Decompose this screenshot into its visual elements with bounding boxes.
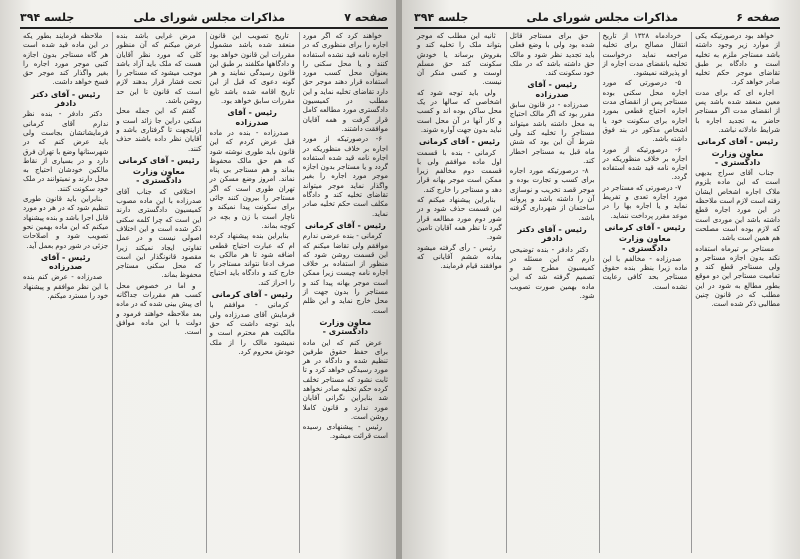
speaker-heading: رئیس - آقای صدرزاده bbox=[40, 252, 91, 272]
speaker-heading: رئیس - آقای صدرزاده bbox=[527, 80, 577, 99]
page-number: صفحه ۷ bbox=[344, 10, 388, 24]
paragraph: دکتر دادفر - بنده نظر ندارم آقای کرمانی فرمایشاتشان بجاست ولی باید عرض کنم که در شهرستانها وضع با تهران فرق دارد و در بسیاری از نقاط مالکین خودشان احتیاج به محل دارند و نمیتوانند در ملک خود سکونت کنند. bbox=[23, 110, 109, 193]
text-column bbox=[20, 32, 108, 553]
paragraph: رئیس - پیشنهادی رسیده است قرائت میشود. bbox=[302, 423, 388, 441]
speaker-heading: معاون وزارت دادگستری - bbox=[319, 317, 372, 337]
speaker-heading: معاون وزارت دادگستری - bbox=[618, 234, 671, 253]
text-column bbox=[299, 32, 388, 553]
text-column bbox=[206, 32, 295, 553]
paragraph: صدرزاده - در قانون سابق مقرر بود که اگر مالک احتیاج به محل داشته باشد میتواند مستاجر را تخلیه کند ولی شرط آن این بود که شش ماه قبل به مستاجر اخطار کند. bbox=[509, 101, 595, 165]
publication-title: مذاکرات مجلس شورای ملی bbox=[526, 10, 679, 24]
paragraph: بنابراین پیشنهاد میکنم که این قسمت حذف شود و در شور دوم مورد مطالعه قرار گیرد تا نظر همه آقایان تامین شود. bbox=[417, 196, 502, 242]
speaker-heading: رئیس - آقای صدرزاده bbox=[227, 108, 277, 127]
page-header bbox=[20, 8, 388, 26]
right-page bbox=[402, 0, 800, 559]
paragraph: اختلافی که جناب آقای صدرزاده با این ماده مصوب کمیسیون دادگستری دارند این است که چرا کلمه سکنی ذکر شده است و این اختلاف اصولی نیست و در عمل تفاوتی ایجاد نمیکند زیرا مقصود قانونگذار این است که محل سکنی مستاجر محفوظ بماند. bbox=[116, 187, 202, 280]
text-column bbox=[599, 32, 688, 553]
paragraph: رئیس - رأی گرفته میشود بماده ششم آقایانی که موافقند قیام فرمایند. bbox=[417, 243, 502, 271]
session-number: جلسه ۳۹۴ bbox=[414, 10, 469, 24]
paragraph: جناب آقای سراج بدیهی است که این ماده بلزوم ملاک اجاره اشخاص ایشان رفته است لازم است ملاحظه در این مورد اجاره قطع داشته باشد این موردی است که لازم بوده است مصلحت هم همین است باشد. bbox=[695, 169, 780, 243]
left-page bbox=[0, 0, 398, 559]
paragraph: عرض کنم که این ماده برای حفظ حقوق طرفین تنظیم شده و دادگاه در هر مورد رسیدگی خواهد کرد و تا ثابت نشود که مستاجر تخلف کرده حکم تخلیه صادر نخواهد شد بنابراین نگرانی آقایان مورد ندارد و قانون کاملا روشن است. bbox=[302, 338, 388, 421]
paragraph: کرمانی - موافقم با فرمایش آقای صدرزاده ولی باید توجه داشت که حق مالکیت هم محترم است و نمیشود مالک را از ملک خودش محروم کرد. bbox=[209, 301, 295, 356]
text-column bbox=[506, 32, 595, 553]
paragraph: ۸- درصورتیکه مورد اجاره برای کسب و تجارت بوده و موجر قصد تخریب و نوسازی آن را داشته باشد و پروانه ساختمان از شهرداری گرفته باشد. bbox=[509, 167, 595, 222]
session-number: جلسه ۳۹۴ bbox=[20, 10, 75, 24]
page-header bbox=[414, 8, 780, 26]
paragraph: تاریخ تصویب این قانون منعقد شده باشد مشمول مقررات این قانون خواهد بود و دادگاهها مکلفند بر طبق این قانون رسیدگی نمایند و هر گونه دعوی که قبل از این تاریخ اقامه شده باشد تابع مقررات سابق خواهد بود. bbox=[209, 32, 295, 106]
speaker-heading: معاون وزارت دادگستری - bbox=[132, 167, 185, 186]
paragraph: صدرزاده - بنده در ماده قبل عرض کردم که این قانون باید طوری نوشته شود که هم حق مالک محفوظ بماند و هم مستاجر بی پناه نماند. امروز وضع مسکن در تهران طوری است که اگر مستاجر را بیرون کنند جائی برای سکونت پیدا نمیکند و ناچار است با زن و بچه در کوچه بماند. bbox=[209, 128, 295, 230]
text-column bbox=[112, 32, 201, 553]
paragraph: مستاجر بر تیرماه استفاده نکند بدون اجازه مستاجر و ولی مستاجر قطع کند و تمامیت مستاجر این دو موقع بطور مطالع به شود در این مطلب که در قانون چنین مطالبی ذکر شده است. bbox=[695, 244, 780, 309]
paragraph: خواهد بود درصورتیکه یکی از موارد زیر وجود داشته باشد مستاجر ملزم به تخلیه است و دادگاه بر طبق تقاضای موجر حکم تخلیه صادر خواهد کرد. bbox=[695, 32, 780, 87]
speaker-heading: رئیس - آقای کرمانی bbox=[304, 220, 386, 230]
speaker-heading: رئیس - آقای کرمانی bbox=[418, 137, 500, 147]
speaker-heading: رئیس - آقای کرمانی bbox=[604, 222, 686, 232]
speaker-heading: رئیس - آقای کرمانی bbox=[118, 155, 200, 165]
paragraph: بنابراین باید قانون طوری تنظیم شود که در هر دو مورد قابل اجرا باشد و بنده پیشنهاد میکنم که این ماده بهمین نحو تصویب شود و اصلاحات جزئی در شور دوم بعمل آید. bbox=[23, 195, 109, 250]
paragraph: کرمانی - بنده عرضی ندارم موافقم ولی تقاضا میکنم که این قسمت روشن شود که منظور از استفاده بر خلاف اجاره نامه چیست زیرا ممکن است موجر بهانه پیدا کند و مستاجر را بدون جهت از محل خارج نماید و این ظلم است. bbox=[302, 232, 388, 315]
text-column bbox=[414, 32, 502, 553]
speaker-heading: رئیس - آقای دکتر دادفر bbox=[517, 224, 587, 244]
paragraph: کرمانی - بنده با قسمت اول ماده موافقم ولی با قسمت دوم مخالفم زیرا ممکن است موجر بهانه قرار دهد و مستاجر را خارج کند. bbox=[417, 148, 502, 194]
text-column bbox=[691, 32, 780, 553]
paragraph: خواهند کرد که اگر مورد اجاره را برای منظوری که در اجاره نامه قید نشده استفاده کنند و یا محل سکنی را بعنوان محل کسب مورد استفاده قرار دهند موجر حق دارد تقاضای تخلیه نماید و این مطلب در کمیسیون دادگستری مورد مطالعه کامل قرار گرفت و همه آقایان موافقت داشتند. bbox=[302, 32, 388, 133]
paragraph: ۷- درصورتی که مستاجر در مورد اجاره تعدی و تفریط نماید و یا اجاره بها را در موعد مقرر پرداخت ننماید. bbox=[602, 183, 688, 220]
paragraph: ۵- درصورتی که مورد اجاره محل سکنی بوده مستاجر پس از انقضای مدت اجاره احتیاج قطعی بمورد اجاره برای سکونت خود یا اشخاص مذکور در بند فوق داشته باشد. bbox=[602, 79, 688, 144]
paragraph: ولی باید توجه شود که اشخاصی که سالها در یک محل ساکن بوده اند و کسب و کار آنها در آن محل است نباید بدون جهت آواره شوند. bbox=[417, 88, 502, 134]
paragraph: حق برای مستاجر قائل شده بود ولی با وضع فعلی باید تجدید نظر شود و مالک حق داشته باشد که در ملک خود سکونت کند. bbox=[509, 32, 595, 78]
speaker-heading: رئیس - آقای کرمانی bbox=[697, 137, 779, 147]
header-rule bbox=[414, 27, 780, 29]
text-columns bbox=[414, 32, 780, 553]
paragraph: صدرزاده - عرض کنم بنده با این نظر موافقم و پیشنهاد خود را مسترد میکنم. bbox=[23, 273, 109, 301]
paragraph: ملاحظه فرمایند بطور یکه در این ماده قید شده است هر گاه مستاجر بدون اجازه کتبی موجر مورد اجاره را بغیر واگذار کند موجر حق فسخ خواهد داشت. bbox=[23, 32, 109, 87]
header-rule bbox=[20, 27, 388, 29]
paragraph: ۶- درصورتیکه از مورد اجاره بر خلاف منظوریکه در اجاره نامه قید شده استفاده گردد و یا مستاجر بدون اجازه موجر مورد اجاره را بغیر واگذار نماید موجر میتواند تقاضای تخلیه کند و دادگاه مکلف است حکم تخلیه صادر نماید. bbox=[302, 135, 388, 218]
paragraph: مرض غرایی باشد بنده عرض میکنم که آن منظور کلی که مورد نظر آقایان هست که ملک باید آزاد باشد موجب میشود که مستاجر را تحت فشار قرار بدهند لازم است که قانون تا این حد روشن باشد. bbox=[116, 32, 202, 106]
paragraph: ثانیه این مطلب که موجر بتواند ملک را تخلیه کند و بفروش برساند یا خودش سکونت کند حق مسلم اوست و کسی منکر آن نیست. bbox=[417, 32, 502, 87]
paragraph: و اما در خصوص محل کسب هم مقررات جداگانه ای پیش بینی شده که در ماده بعد ملاحظه خواهند فرمود و دولت با این ماده موافق است. bbox=[116, 281, 202, 337]
paragraph: صدرزاده - مخالفم با این ماده زیرا بنظر بنده حقوق مستاجر بحد کافی رعایت نشده است. bbox=[602, 254, 688, 291]
publication-title: مذاکرات مجلس شورای ملی bbox=[133, 10, 286, 24]
page-number: صفحه ۶ bbox=[736, 10, 780, 24]
paragraph: ۶- درصورتیکه از مورد اجاره بر خلاف منظوریکه در اجاره نامه قید شده استفاده گردد. bbox=[602, 145, 688, 182]
paragraph: بنابراین بنده پیشنهاد کرده ام که عبارت احتیاج قطعی اضافه شود تا هر مالکی به صرف ادعا نتواند مستاجر را خارج کند و دادگاه باید احتیاج را احراز کند. bbox=[209, 232, 295, 287]
paragraph: گفتم که این جمله محل سکنی دراین جا زائد است و ازاینجهت تا گرفتاری باشد و آقایان نظر داده باشند حذف کنند. bbox=[116, 107, 202, 153]
speaker-heading: رئیس - آقای دکتر دادفر bbox=[31, 89, 101, 109]
paragraph: دکتر دادفر - بنده توضیحی دارم که این مسئله در کمیسیون مطرح شد و تصمیم گرفته شد که این ماده بهمین صورت تصویب شود. bbox=[509, 245, 595, 301]
speaker-heading: معاون وزارت دادگستری - bbox=[711, 148, 764, 167]
speaker-heading: رئیس - آقای کرمانی bbox=[211, 290, 293, 300]
paragraph: خردادماه ۱۳۲۸ از تاریخ انتقال مصالح برای تخلیه مراجعه نماید درخواست تخلیه بانقضای مدت اجاره از او پذیرفته نمیشود. bbox=[602, 32, 688, 78]
text-columns bbox=[20, 32, 388, 553]
paragraph: اجاره ای که برای مدت معین منعقد شده باشد پس از انقضای مدت اگر مستاجر حاضر به تجدید اجاره با شرایط عادلانه نباشد. bbox=[695, 88, 780, 134]
